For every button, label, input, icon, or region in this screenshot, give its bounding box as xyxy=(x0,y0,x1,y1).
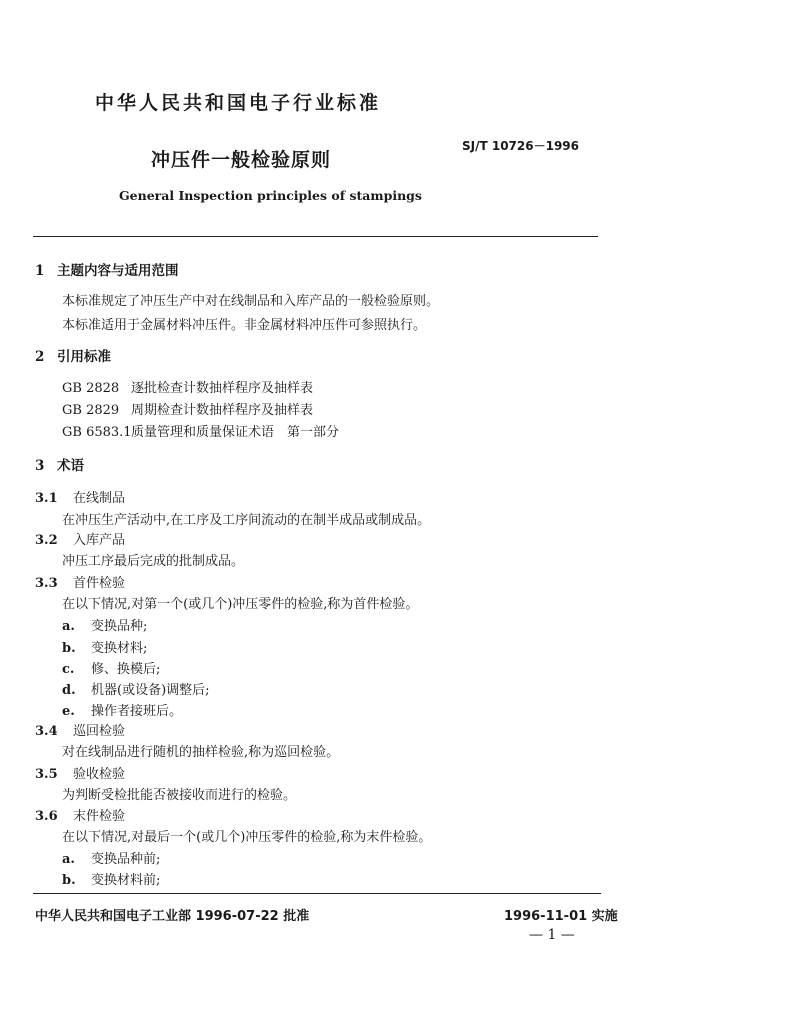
document-title: 冲压件一般检验原则 xyxy=(151,149,332,171)
approval-line: 中华人民共和国电子工业部 1996-07-22 批准 xyxy=(35,909,310,924)
term-3-3-definition: 在以下情况,对第一个(或几个)冲压零件的检验,称为首件检验。 xyxy=(62,597,419,612)
header-divider xyxy=(33,236,598,237)
term-3-2-definition: 冲压工序最后完成的批制成品。 xyxy=(62,554,245,569)
term-title: 末件检验 xyxy=(73,809,126,824)
reference-code: GB 2828 xyxy=(62,381,120,396)
reference-title: 逐批检查计数抽样程序及抽样表 xyxy=(131,381,314,396)
reference-row xyxy=(62,421,339,440)
list-item-letter: d. xyxy=(62,683,76,698)
list-item-letter: a. xyxy=(62,619,75,634)
term-3-2-heading xyxy=(35,529,125,548)
list-item xyxy=(62,869,160,888)
reference-title: 质量管理和质量保证术语 第一部分 xyxy=(131,425,340,440)
term-3-5-heading xyxy=(35,763,125,782)
list-item-text: 变换品种前; xyxy=(91,852,161,867)
term-3-1-definition: 在冲压生产活动中,在工序及工序间流动的在制半成品或制成品。 xyxy=(62,513,431,528)
term-title: 巡回检验 xyxy=(73,724,126,739)
section-1-paragraph-1: 本标准规定了冲压生产中对在线制品和入库产品的一般检验原则。 xyxy=(62,294,440,309)
list-item-text: 操作者接班后。 xyxy=(91,704,183,719)
list-item-letter: e. xyxy=(62,704,75,719)
term-title: 入库产品 xyxy=(73,533,126,548)
term-3-4-definition: 对在线制品进行随机的抽样检验,称为巡回检验。 xyxy=(62,745,340,760)
list-item xyxy=(62,700,182,719)
section-3-heading xyxy=(35,454,84,474)
list-item-letter: b. xyxy=(62,873,76,888)
list-item-letter: b. xyxy=(62,641,76,656)
term-number: 3.4 xyxy=(35,724,58,739)
list-item-text: 变换材料; xyxy=(91,641,148,656)
term-3-1-heading xyxy=(35,487,125,506)
issuing-organization: 中华人民共和国电子行业标准 xyxy=(95,92,382,114)
list-item xyxy=(62,658,160,677)
section-number: 2 xyxy=(35,349,45,365)
reference-row xyxy=(62,377,313,396)
term-3-6-heading xyxy=(35,805,125,824)
reference-row xyxy=(62,399,313,418)
list-item xyxy=(62,679,210,698)
list-item xyxy=(62,615,147,634)
term-3-6-definition: 在以下情况,对最后一个(或几个)冲压零件的检验,称为末件检验。 xyxy=(62,830,432,845)
list-item-letter: a. xyxy=(62,852,75,867)
effective-date: 1996-11-01 实施 xyxy=(504,909,618,924)
list-item-text: 修、换模后; xyxy=(91,662,161,677)
term-title: 验收检验 xyxy=(73,767,126,782)
term-3-5-definition: 为判断受检批能否被接收而进行的检验。 xyxy=(62,788,297,803)
list-item xyxy=(62,848,160,867)
footer-divider xyxy=(33,893,601,894)
section-number: 1 xyxy=(35,263,45,279)
reference-code: GB 2829 xyxy=(62,403,120,418)
list-item xyxy=(62,637,147,656)
term-title: 在线制品 xyxy=(73,491,126,506)
list-item-text: 变换材料前; xyxy=(91,873,161,888)
list-item-letter: c. xyxy=(62,662,75,677)
list-item-text: 机器(或设备)调整后; xyxy=(91,683,210,698)
page-number: — 1 — xyxy=(529,927,575,943)
section-title: 主题内容与适用范围 xyxy=(57,263,179,279)
section-1-paragraph-2: 本标准适用于金属材料冲压件。非金属材料冲压件可参照执行。 xyxy=(62,318,427,333)
section-title: 引用标准 xyxy=(57,349,111,365)
term-title: 首件检验 xyxy=(73,576,126,591)
term-number: 3.1 xyxy=(35,491,58,506)
term-number: 3.2 xyxy=(35,533,58,548)
term-3-4-heading xyxy=(35,720,125,739)
list-item-text: 变换品种; xyxy=(91,619,148,634)
reference-title: 周期检查计数抽样程序及抽样表 xyxy=(131,403,314,418)
section-title: 术语 xyxy=(57,458,84,474)
term-number: 3.5 xyxy=(35,767,58,782)
section-number: 3 xyxy=(35,458,45,474)
standard-number: SJ/T 10726－1996 xyxy=(462,139,580,153)
english-title: General Inspection principles of stampings xyxy=(119,188,422,203)
section-1-heading xyxy=(35,259,179,279)
term-number: 3.3 xyxy=(35,576,58,591)
section-2-heading xyxy=(35,345,111,365)
reference-code: GB 6583.1 xyxy=(62,425,132,440)
term-number: 3.6 xyxy=(35,809,58,824)
term-3-3-heading xyxy=(35,572,125,591)
